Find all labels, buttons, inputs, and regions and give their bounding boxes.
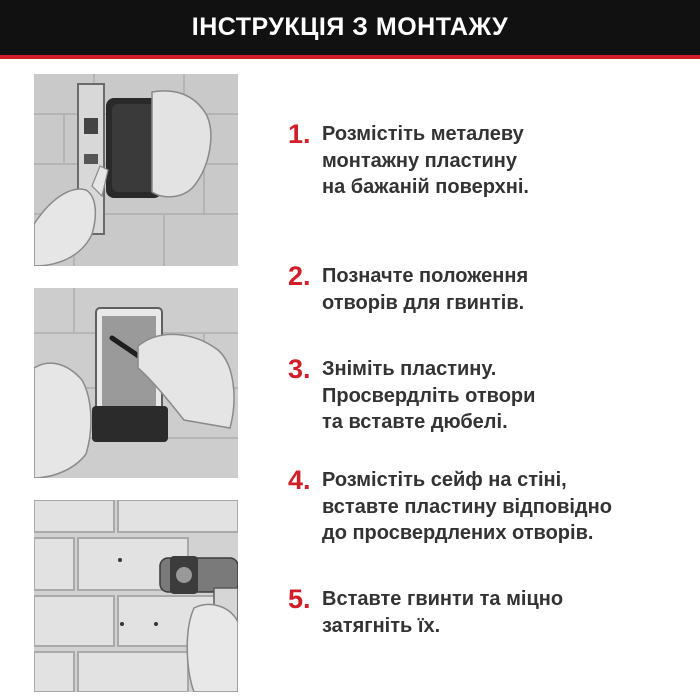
- step-text: Розмістіть сейф на стіні, вставте пластину відповідно до просвердлених отворів.: [322, 469, 612, 544]
- step-number: 2.: [288, 261, 311, 291]
- step-3: [288, 355, 535, 436]
- accent-divider: [0, 55, 700, 59]
- step-2: [288, 262, 528, 316]
- header-bar: [0, 0, 700, 55]
- step-text: Позначте положення отворів для гвинтів.: [322, 265, 529, 314]
- step-number: 3.: [288, 354, 311, 384]
- drilling-wall-photo: [34, 500, 238, 692]
- marking-holes-photo: [34, 288, 238, 478]
- page-title: ІНСТРУКЦІЯ З МОНТАЖУ: [191, 13, 509, 41]
- step-number: 5.: [288, 584, 311, 614]
- mounting-plate-photo: [34, 74, 238, 266]
- step-text: Зніміть пластину. Просвердліть отвори та вставте дюбелі.: [322, 358, 536, 433]
- step-number: 1.: [288, 119, 311, 149]
- step-text: Вставте гвинти та міцно затягніть їх.: [322, 588, 564, 637]
- step-5: [288, 585, 563, 639]
- step-text: Розмістіть металеву монтажну пластину на бажаній поверхні.: [322, 123, 529, 198]
- step-1: [288, 120, 529, 201]
- step-number: 4.: [288, 465, 311, 495]
- step-4: [288, 466, 612, 547]
